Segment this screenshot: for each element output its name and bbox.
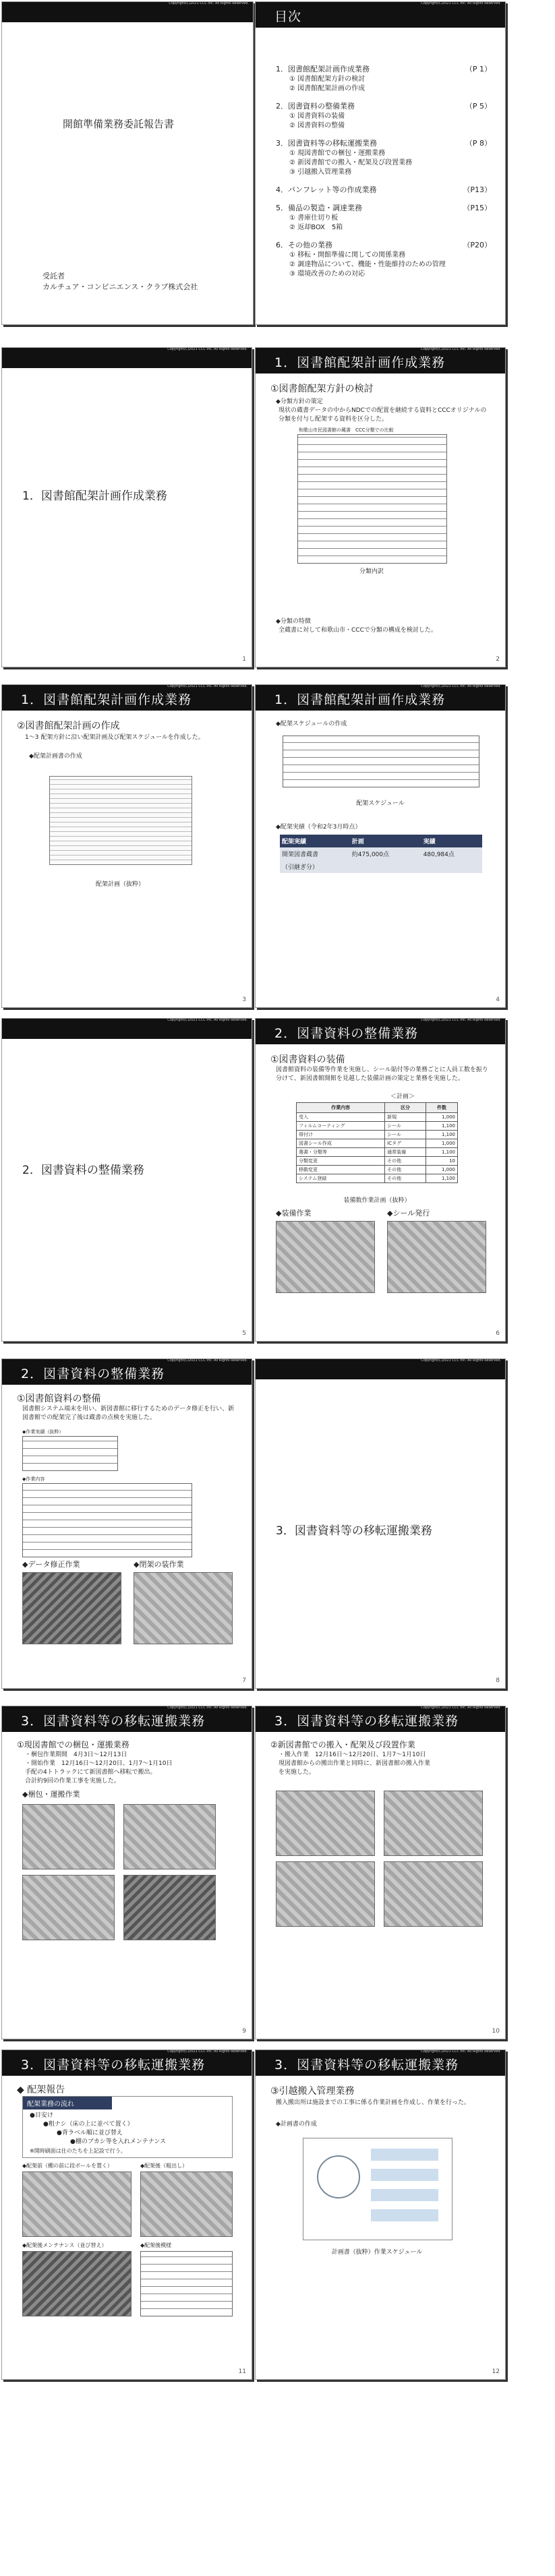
workflow-step: ●棚のブカシ等を入れメンテナンス [70,2138,167,2145]
copyright-text: Copyright(C)2021 CCC Inc. All Rights Reserved. [167,2049,247,2054]
table-cell: 選書・分類等 [297,1148,385,1157]
toc-page-number: （P13） [463,185,492,194]
toc-subitem: ② 図書資料の整備 [289,122,345,129]
table-label: ◆作業内容 [22,1476,45,1482]
table-cell: 分類変更 [297,1157,385,1166]
closed-stack-photo [134,1572,233,1644]
figure-heading: 和歌山市民図書館の蔵書 CCC分類での比較 [299,427,394,433]
body-line: 手配の4トトラックにて新図書館へ移転で搬出。 [25,1769,156,1776]
table-cell [350,860,421,873]
page-number: 1 [242,656,246,663]
schedule-plan-image [303,2138,452,2240]
table-cell: システム登録 [297,1174,385,1183]
slide-toc [255,1,506,325]
body-text: 1～3 配架方針に沿い配架計画及び配架スケジュールを作成した。 [25,734,204,741]
section-title: 1．図書館配架計画作成業務 [22,489,167,503]
toc-subitem: ② 調達物品について、機能・性能維持のための管理 [289,261,446,268]
table-row [297,1131,458,1139]
table-header: 区分 [385,1103,426,1113]
photo-label: ◆配架前（棚の前に段ボールを置く） [22,2163,113,2169]
slide-heading: 2．図書資料の整備業務 [274,1026,419,1041]
body-text: 図書館資料の装備等作業を実施し、シール貼付等の業務ごとに人員工数を振り分けて、新図書館開館を見越した装備計画の策定と業務を実施した。 [276,1067,488,1082]
table-cell: フィルムコーティング [297,1122,385,1131]
photo-label: ◆シール発行 [387,1209,430,1218]
after-shelving-photo [140,2171,233,2237]
table-cell: 1,000 [426,1139,457,1148]
slide-heading: 1．図書館配架計画作成業務 [274,355,446,370]
slide-header-bar [2,2050,252,2076]
slide-header-bar [256,1359,505,1379]
table-header: 計画 [351,839,364,845]
body-text: 図書館システム端末を用い、新図書館に移行するためのデータ修正を行い、新図書館での配架完了後は蔵書の点検を実施した。 [22,1406,235,1421]
maintenance-photo [22,2251,132,2316]
workflow-box [22,2096,233,2158]
slide-moving-management [255,2049,506,2380]
copyright-text: Copyright(C)2021 CCC Inc. All Rights Reserved. [421,1706,501,1710]
table-cell: シール [385,1131,426,1139]
photo-label: ◆配架後メンテナンス（並び替え） [22,2242,107,2248]
section-subheading: ①現図書館での梱包・運搬業務 [17,1740,129,1749]
shelving-results-table [280,835,482,873]
slide-equipment [255,1018,506,1342]
recipient-name: カルチュア・コンビニエンス・クラブ株式会社 [42,282,198,291]
table-cell: その他 [385,1174,426,1183]
table-cell: 1,100 [426,1122,457,1131]
body-line: 現図書館からの搬出作業と同時に、新図書館の搬入作業 [279,1760,431,1767]
toc-subitem: ③ 環境改善のための対応 [289,270,366,278]
table-cell: 受入 [297,1113,385,1122]
copyright-text: Copyright(C)2021 CCC Inc. All Rights Reserved. [167,347,247,351]
body-line: を実施した。 [279,1769,316,1776]
figure-caption: 分類内訳 [359,568,384,575]
table-row [280,847,482,860]
table-row [297,1148,458,1157]
copyright-text: Copyright(C)2021 CCC Inc. All Rights Reserved. [421,1358,501,1362]
table-caption: 装備数作業計画（抜粋） [343,1197,411,1204]
section-subheading: ③引越搬入管理業務 [270,2086,355,2097]
table-cell: 480,984点 [423,851,455,858]
table-cell: 1,100 [426,1131,457,1139]
slide-header-bar [2,2,253,22]
data-edit-photo [22,1572,121,1644]
workflow-step: ●粗ナシ（床の上に並べて置く） [43,2121,134,2128]
copyright-text: Copyright(C)2021 CCC Inc. All Rights Reserved. [169,1,249,5]
table-row [297,1113,458,1122]
table-cell: 1,000 [426,1166,457,1174]
delivery-photo [384,1791,483,1856]
slide-header-bar [256,1706,505,1732]
page-number: 2 [496,656,500,663]
table-cell: 1,100 [426,1174,457,1183]
photo-label: ◆データ修正作業 [22,1560,80,1569]
results-table-image [22,1436,118,1471]
slide-maintenance [1,1358,252,1689]
slide-heading: 2．図書資料の整備業務 [21,1367,165,1381]
page-number: 4 [496,996,500,1003]
toc-subitem: ① 図書資料の装備 [289,113,345,120]
body-text: 搬入搬出所は施設までの工事に係る作業計画を作成し、作業を行った。 [276,2099,471,2106]
page-number: 12 [492,2368,500,2375]
toc-page-number: （P15） [463,204,492,212]
workflow-step: ●目安け [30,2112,53,2119]
bullet-heading: ◆配架計画書の作成 [29,753,82,760]
table-row [297,1139,458,1148]
copyright-text: Copyright(C)2021 CCC Inc. All Rights Reserved. [167,1358,247,1362]
table-row [297,1122,458,1131]
table-cell: 開架図書蔵書 [282,851,319,858]
section-title: 2．図書資料の整備業務 [22,1164,144,1177]
page-number: 6 [496,1330,500,1337]
section-subheading: ②新図書館での搬入・配架及び段置作業 [270,1740,415,1749]
body-line: ・搬入作業 12月16日～12月20日、1月7～1月10日 [279,1751,426,1758]
slide-header-bar [256,2,505,28]
report-title: 開館準備業務委託報告書 [63,118,175,130]
table-cell: その他 [385,1166,426,1174]
slide-section-3 [255,1358,506,1689]
toc-section-title: 5．備品の製造・調達業務 [276,204,362,212]
table-cell [421,860,482,873]
bullet-heading: ◆配架実績（令和2年3月時点） [276,824,361,831]
table-cell: ICタグ [385,1139,426,1148]
copyright-text: Copyright(C)2021 CCC Inc. All Rights Reserved. [421,684,501,688]
table-cell: （引継ぎ分） [282,864,319,871]
toc-section-title: 1．図書館配架計画作成業務 [276,65,370,73]
table-cell: 約475,000点 [351,851,390,858]
slide-heading: 1．図書館配架計画作成業務 [21,692,192,707]
bullet-heading: ◆分類方針の策定 [276,398,323,405]
slide-heading: 3．図書資料等の移転運搬業務 [274,1714,459,1729]
photo-label: ◆配架後模様 [140,2242,172,2248]
shelving-photo [384,1861,483,1927]
table-row [297,1166,458,1174]
table-row [280,860,482,873]
toc-subitem: ① 書庫仕切り板 [289,214,339,222]
table-cell: 新規 [385,1113,426,1122]
table-header: 実績 [423,839,436,845]
toc-section-title: 3．図書資料等の移転運搬業務 [276,139,377,148]
page-number: 3 [242,996,246,1003]
slide-header-bar [256,348,505,373]
slide-heading: 3．図書資料等の移転運搬業務 [21,1714,206,1729]
photo-label: ◆配架後（粗出し） [140,2163,188,2169]
toc-subitem: ② 図書館配架計画の作成 [289,85,366,92]
table-label: ◆作業実績（抜粋） [22,1429,64,1435]
classification-table-image [297,434,447,564]
section-subheading: ①図書館配架方針の検討 [270,384,374,394]
table-cell: 移動変更 [297,1166,385,1174]
copyright-text: Copyright(C)2021 CCC Inc. All Rights Reserved. [167,1018,247,1022]
work-content-table-image [22,1483,192,1557]
photo-label: ◆閉架の装作業 [134,1560,184,1569]
body-text: 現状の蔵書データの中からNDCでの配置を継続する資料とCCCオリジナルの分類を付与し配架する資料を区分した。 [279,407,487,423]
copyright-text: Copyright(C)2021 CCC Inc. All Rights Reserved. [167,1706,247,1710]
slide-header-bar [256,1019,505,1044]
workflow-step: ●背ラベル順に並び替え [57,2130,123,2136]
page-number: 7 [242,1677,246,1684]
slide-shelving-schedule [255,684,506,1008]
table-header: 作業内容 [297,1103,385,1113]
toc-section-title: 2．図書資料の整備業務 [276,102,355,111]
page-number: 8 [496,1677,500,1684]
toc-page-number: （P 1） [465,65,492,73]
table-header: 配架実績 [282,839,307,845]
copyright-text: Copyright(C)2021 CCC Inc. All Rights Reserved. [167,684,247,688]
table-cell: 1,000 [426,1113,457,1122]
toc-subitem: ② 新図書館での搬入・配架及び段置業務 [289,159,413,167]
table-cell: 10 [426,1157,457,1166]
bullet-heading: ◆計画書の作成 [276,2121,317,2128]
packing-photo [123,1804,216,1869]
toc-subitem: ③ 引越搬入管理業務 [289,169,352,176]
table-cell: 図書シール作成 [297,1139,385,1148]
page-number: 9 [242,2028,246,2035]
slide-header-bar [2,1359,252,1385]
slide-classification-policy [255,347,506,667]
page-number: 10 [492,2028,500,2035]
slide-shelving-plan [1,684,252,1008]
copyright-text: Copyright(C)2021 CCC Inc. All Rights Reserved. [421,347,501,351]
toc-section [276,185,492,195]
toc-page-number: （P 5） [465,102,492,111]
slide-cover [1,1,254,325]
page-number: 5 [242,1330,246,1337]
slide-header-bar [256,685,505,711]
toc-section-title: 6．その他の業務 [276,241,332,249]
photo-label: ◆装備作業 [276,1209,312,1218]
table-label: ＜計画＞ [390,1094,415,1100]
toc-subitem: ② 返却BOX 5箱 [289,224,343,231]
shelving-photo [276,1861,375,1927]
section-subheading: ①図書資料の装備 [270,1054,345,1065]
slide-section-1 [1,347,252,667]
toc-section-title: 4．パンフレット等の作成業務 [276,185,377,194]
packing-photo [22,1804,115,1869]
before-shelving-photo [22,2171,132,2237]
slide-heading: 3．図書資料等の移転運搬業務 [274,2058,459,2072]
slide-packing [1,1706,252,2039]
toc-section [276,64,492,74]
section-title: 3．図書資料等の移転運搬業務 [276,1524,432,1538]
equipment-work-photo [276,1221,375,1293]
slide-heading: 1．図書館配架計画作成業務 [274,692,446,707]
slide-header-bar [256,2050,505,2076]
table-cell: その他 [385,1157,426,1166]
toc-page-number: （P 8） [465,139,492,148]
toc-subitem: ① 図書館配架方針の検討 [289,76,366,83]
slide-section-2 [1,1018,252,1342]
table-header: 件数 [426,1103,457,1113]
slide-header-bar [2,348,252,368]
delivery-photo [276,1791,375,1856]
bullet-heading: ◆分類の特徴 [276,618,311,625]
bullet-heading: ◆配架スケジュールの作成 [276,721,347,727]
toc-section [276,101,492,111]
slide-shelving-report [1,2049,252,2380]
toc-title: 目次 [274,9,302,24]
workflow-box-title: 配架業務の流れ [23,2097,112,2109]
schedule-image [283,736,479,787]
copyright-text: Copyright(C)2021 CCC Inc. All Rights Reserved. [421,1,501,5]
page-number: 11 [238,2368,246,2375]
shelving-status-table-image [140,2251,233,2316]
equipment-plan-table [296,1102,458,1183]
body-line: ・開始作業 12月16日～12月20日、1月7～1月10日 [25,1760,173,1767]
toc-section [276,138,492,148]
slide-heading: 3．図書資料等の移転運搬業務 [21,2058,206,2072]
body-text: 全蔵書に対して和歌山市・CCCで分類の構成を検討した。 [279,627,437,634]
sticker-issue-photo [387,1221,486,1293]
transport-photo [22,1875,115,1940]
slide-delivery [255,1706,506,2039]
slide-header-bar [2,685,252,711]
table-row [297,1157,458,1166]
shelving-plan-image [49,776,192,865]
toc-section [276,203,492,213]
table-cell: シール [385,1122,426,1131]
figure-caption: 配架スケジュール [356,800,405,807]
copyright-text: Copyright(C)2021 CCC Inc. All Rights Reserved. [421,1018,501,1022]
table-cell: 1,100 [426,1148,457,1157]
recipient-label: 受託者 [42,272,65,280]
workflow-note: ※開時刷面は仕のたちを上記設で行う。 [30,2148,126,2154]
toc-subitem: ① 移転・開館準備に関しての関係業務 [289,251,406,259]
table-cell: 帯付け [297,1131,385,1139]
table-row [297,1174,458,1183]
copyright-text: Copyright(C)2021 CCC Inc. All Rights Reserved. [421,2049,501,2054]
transport-photo [123,1875,216,1940]
body-line: ・梱包作業期間 4月3日～12月13日 [25,1751,127,1758]
photo-label: ◆梱包・運搬作業 [22,1790,80,1799]
section-subheading: ②図書館配架計画の作成 [17,721,120,731]
toc-subitem: ① 現図書館での梱包・運搬業務 [289,150,386,157]
toc-section [276,240,492,250]
section-subheading: ◆ 配架報告 [17,2085,65,2095]
body-line: 合計約9回の作業工事を実施した。 [25,1778,120,1785]
table-cell: 通常装備 [385,1148,426,1157]
toc-page-number: （P20） [463,241,492,249]
figure-caption: 配架計画（抜粋） [95,881,144,888]
section-subheading: ①図書館資料の整備 [17,1394,101,1404]
slide-header-bar [2,1019,252,1039]
figure-caption: 計画書（抜粋）作業スケジュール [331,2249,423,2256]
slide-header-bar [2,1706,252,1732]
